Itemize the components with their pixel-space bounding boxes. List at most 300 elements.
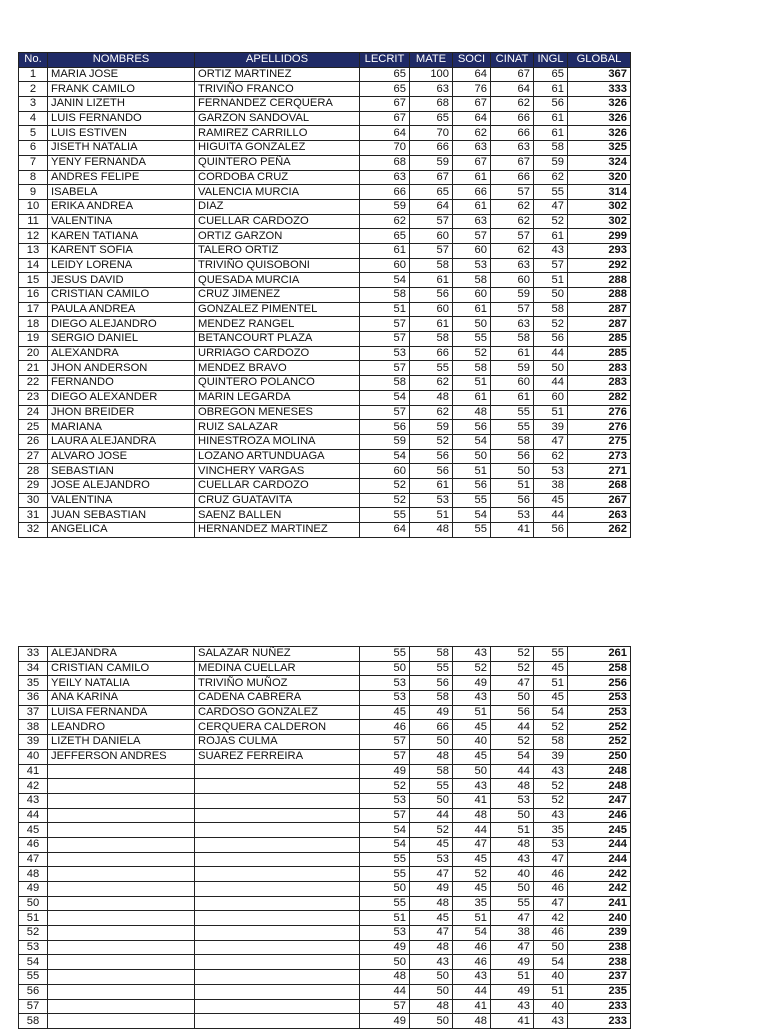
cell-cinat: 51	[491, 823, 534, 838]
cell-apellidos: LOZANO ARTUNDUAGA	[195, 449, 360, 464]
cell-cinat: 50	[491, 464, 534, 479]
cell-nombres	[48, 955, 195, 970]
cell-cinat: 56	[491, 705, 534, 720]
cell-nombres	[48, 882, 195, 897]
cell-mate: 53	[410, 852, 453, 867]
cell-lecrit: 66	[360, 185, 410, 200]
cell-no: 49	[19, 882, 48, 897]
cell-nombres: LUIS ESTIVEN	[48, 126, 195, 141]
cell-cinat: 55	[491, 405, 534, 420]
results-table-bottom	[18, 646, 631, 1029]
cell-lecrit: 45	[360, 705, 410, 720]
table-row	[19, 837, 631, 852]
table-bottom-body	[19, 647, 631, 1029]
cell-lecrit: 67	[360, 111, 410, 126]
cell-ingl: 38	[534, 478, 568, 493]
cell-mate: 50	[410, 984, 453, 999]
table-row	[19, 955, 631, 970]
cell-apellidos: DIAZ	[195, 199, 360, 214]
cell-nombres: ALEJANDRA	[48, 647, 195, 662]
cell-soci: 41	[453, 793, 491, 808]
cell-apellidos: HINESTROZA MOLINA	[195, 434, 360, 449]
table-top-body	[19, 67, 631, 537]
cell-global: 299	[568, 229, 631, 244]
cell-ingl: 51	[534, 405, 568, 420]
table-row	[19, 67, 631, 82]
cell-mate: 50	[410, 735, 453, 750]
cell-apellidos	[195, 970, 360, 985]
table-row	[19, 449, 631, 464]
cell-lecrit: 68	[360, 155, 410, 170]
cell-lecrit: 46	[360, 720, 410, 735]
cell-cinat: 52	[491, 647, 534, 662]
cell-nombres	[48, 940, 195, 955]
cell-nombres: DIEGO ALEJANDRO	[48, 317, 195, 332]
cell-apellidos: CUELLAR CARDOZO	[195, 214, 360, 229]
table-row	[19, 793, 631, 808]
cell-lecrit: 55	[360, 508, 410, 523]
cell-nombres: JHON ANDERSON	[48, 361, 195, 376]
cell-soci: 54	[453, 508, 491, 523]
cell-soci: 48	[453, 405, 491, 420]
cell-apellidos: CUELLAR CARDOZO	[195, 478, 360, 493]
cell-soci: 45	[453, 749, 491, 764]
cell-ingl: 52	[534, 793, 568, 808]
cell-global: 367	[568, 67, 631, 82]
cell-lecrit: 58	[360, 288, 410, 303]
cell-global: 239	[568, 926, 631, 941]
cell-no: 47	[19, 852, 48, 867]
table-row	[19, 464, 631, 479]
cell-apellidos: MARIN LEGARDA	[195, 390, 360, 405]
table-row	[19, 720, 631, 735]
header-mate: MATE	[410, 53, 453, 68]
cell-lecrit: 49	[360, 940, 410, 955]
cell-cinat: 55	[491, 896, 534, 911]
cell-ingl: 44	[534, 376, 568, 391]
cell-nombres: DIEGO ALEXANDER	[48, 390, 195, 405]
cell-soci: 51	[453, 464, 491, 479]
cell-cinat: 48	[491, 779, 534, 794]
header-ingl: INGL	[534, 53, 568, 68]
cell-lecrit: 55	[360, 647, 410, 662]
cell-ingl: 58	[534, 302, 568, 317]
cell-soci: 61	[453, 199, 491, 214]
cell-cinat: 54	[491, 749, 534, 764]
cell-cinat: 58	[491, 332, 534, 347]
cell-no: 3	[19, 97, 48, 112]
header-lecrit: LECRIT	[360, 53, 410, 68]
cell-nombres: VALENTINA	[48, 214, 195, 229]
cell-mate: 48	[410, 523, 453, 538]
cell-lecrit: 59	[360, 199, 410, 214]
cell-ingl: 61	[534, 82, 568, 97]
cell-cinat: 67	[491, 67, 534, 82]
cell-no: 56	[19, 984, 48, 999]
cell-mate: 61	[410, 478, 453, 493]
cell-lecrit: 57	[360, 808, 410, 823]
cell-mate: 58	[410, 691, 453, 706]
cell-ingl: 56	[534, 332, 568, 347]
cell-no: 20	[19, 346, 48, 361]
cell-ingl: 59	[534, 155, 568, 170]
cell-ingl: 50	[534, 361, 568, 376]
cell-ingl: 42	[534, 911, 568, 926]
cell-soci: 40	[453, 735, 491, 750]
cell-no: 13	[19, 243, 48, 258]
cell-global: 250	[568, 749, 631, 764]
cell-soci: 67	[453, 97, 491, 112]
cell-ingl: 50	[534, 940, 568, 955]
cell-global: 233	[568, 1014, 631, 1029]
cell-global: 287	[568, 302, 631, 317]
cell-cinat: 41	[491, 1014, 534, 1029]
cell-ingl: 51	[534, 676, 568, 691]
table-row	[19, 405, 631, 420]
cell-ingl: 61	[534, 229, 568, 244]
table-row	[19, 390, 631, 405]
cell-lecrit: 60	[360, 258, 410, 273]
cell-no: 8	[19, 170, 48, 185]
cell-global: 237	[568, 970, 631, 985]
cell-lecrit: 57	[360, 735, 410, 750]
cell-no: 50	[19, 896, 48, 911]
cell-lecrit: 62	[360, 214, 410, 229]
cell-apellidos	[195, 984, 360, 999]
cell-mate: 66	[410, 141, 453, 156]
table-row	[19, 911, 631, 926]
cell-nombres	[48, 911, 195, 926]
cell-apellidos: MENDEZ BRAVO	[195, 361, 360, 376]
cell-ingl: 40	[534, 999, 568, 1014]
cell-cinat: 43	[491, 999, 534, 1014]
cell-apellidos: CRUZ JIMENEZ	[195, 288, 360, 303]
table-row	[19, 288, 631, 303]
cell-ingl: 46	[534, 867, 568, 882]
cell-lecrit: 54	[360, 449, 410, 464]
cell-nombres: ANGELICA	[48, 523, 195, 538]
cell-ingl: 43	[534, 764, 568, 779]
cell-cinat: 40	[491, 867, 534, 882]
cell-mate: 55	[410, 779, 453, 794]
cell-apellidos	[195, 940, 360, 955]
cell-cinat: 47	[491, 676, 534, 691]
cell-mate: 56	[410, 288, 453, 303]
cell-apellidos	[195, 896, 360, 911]
results-table-top	[18, 52, 631, 538]
table-row	[19, 523, 631, 538]
cell-lecrit: 50	[360, 882, 410, 897]
cell-lecrit: 61	[360, 243, 410, 258]
cell-ingl: 61	[534, 111, 568, 126]
cell-nombres: JUAN SEBASTIAN	[48, 508, 195, 523]
cell-cinat: 62	[491, 97, 534, 112]
cell-apellidos: QUINTERO POLANCO	[195, 376, 360, 391]
cell-cinat: 60	[491, 273, 534, 288]
cell-lecrit: 54	[360, 390, 410, 405]
cell-no: 1	[19, 67, 48, 82]
cell-nombres	[48, 970, 195, 985]
cell-apellidos: QUINTERO PEÑA	[195, 155, 360, 170]
cell-global: 248	[568, 779, 631, 794]
cell-mate: 50	[410, 793, 453, 808]
table-row	[19, 882, 631, 897]
cell-apellidos: CADENA CABRERA	[195, 691, 360, 706]
table-row	[19, 170, 631, 185]
cell-apellidos	[195, 852, 360, 867]
cell-no: 28	[19, 464, 48, 479]
cell-mate: 58	[410, 647, 453, 662]
cell-apellidos: URRIAGO CARDOZO	[195, 346, 360, 361]
cell-cinat: 63	[491, 317, 534, 332]
cell-no: 16	[19, 288, 48, 303]
cell-global: 326	[568, 97, 631, 112]
cell-apellidos: SAENZ BALLEN	[195, 508, 360, 523]
header-apellidos: APELLIDOS	[195, 53, 360, 68]
cell-no: 26	[19, 434, 48, 449]
cell-apellidos	[195, 808, 360, 823]
cell-cinat: 59	[491, 361, 534, 376]
cell-cinat: 47	[491, 940, 534, 955]
cell-no: 45	[19, 823, 48, 838]
cell-global: 288	[568, 288, 631, 303]
cell-apellidos: CRUZ GUATAVITA	[195, 493, 360, 508]
cell-no: 10	[19, 199, 48, 214]
cell-no: 27	[19, 449, 48, 464]
cell-mate: 68	[410, 97, 453, 112]
cell-soci: 55	[453, 523, 491, 538]
cell-ingl: 56	[534, 97, 568, 112]
cell-ingl: 40	[534, 970, 568, 985]
cell-lecrit: 56	[360, 420, 410, 435]
cell-apellidos: SALAZAR NUÑEZ	[195, 647, 360, 662]
cell-apellidos: CORDOBA CRUZ	[195, 170, 360, 185]
cell-soci: 51	[453, 911, 491, 926]
cell-soci: 50	[453, 449, 491, 464]
cell-no: 58	[19, 1014, 48, 1029]
header-soci: SOCI	[453, 53, 491, 68]
cell-mate: 56	[410, 449, 453, 464]
cell-no: 30	[19, 493, 48, 508]
cell-nombres: JESUS DAVID	[48, 273, 195, 288]
cell-soci: 61	[453, 302, 491, 317]
cell-mate: 49	[410, 705, 453, 720]
cell-global: 253	[568, 691, 631, 706]
cell-apellidos	[195, 867, 360, 882]
cell-global: 267	[568, 493, 631, 508]
cell-no: 5	[19, 126, 48, 141]
cell-soci: 49	[453, 676, 491, 691]
table-header	[19, 53, 631, 68]
header-nombres: NOMBRES	[48, 53, 195, 68]
table-row	[19, 302, 631, 317]
cell-nombres: LUISA FERNANDA	[48, 705, 195, 720]
cell-cinat: 62	[491, 199, 534, 214]
cell-cinat: 55	[491, 420, 534, 435]
cell-global: 320	[568, 170, 631, 185]
cell-ingl: 58	[534, 141, 568, 156]
cell-global: 302	[568, 214, 631, 229]
cell-nombres: ISABELA	[48, 185, 195, 200]
cell-lecrit: 64	[360, 523, 410, 538]
cell-no: 23	[19, 390, 48, 405]
cell-mate: 48	[410, 940, 453, 955]
cell-mate: 53	[410, 493, 453, 508]
table-row	[19, 273, 631, 288]
cell-no: 38	[19, 720, 48, 735]
cell-cinat: 63	[491, 258, 534, 273]
cell-soci: 46	[453, 955, 491, 970]
cell-cinat: 60	[491, 376, 534, 391]
cell-no: 19	[19, 332, 48, 347]
cell-apellidos	[195, 926, 360, 941]
cell-soci: 61	[453, 390, 491, 405]
cell-apellidos	[195, 882, 360, 897]
cell-soci: 35	[453, 896, 491, 911]
table-row	[19, 984, 631, 999]
cell-soci: 56	[453, 420, 491, 435]
cell-ingl: 52	[534, 317, 568, 332]
cell-soci: 56	[453, 478, 491, 493]
cell-nombres	[48, 764, 195, 779]
cell-global: 244	[568, 852, 631, 867]
cell-no: 12	[19, 229, 48, 244]
table-row	[19, 926, 631, 941]
cell-nombres	[48, 999, 195, 1014]
cell-soci: 55	[453, 493, 491, 508]
cell-global: 276	[568, 420, 631, 435]
cell-global: 258	[568, 661, 631, 676]
cell-cinat: 67	[491, 155, 534, 170]
cell-global: 248	[568, 764, 631, 779]
table-row	[19, 478, 631, 493]
cell-mate: 55	[410, 361, 453, 376]
cell-nombres	[48, 984, 195, 999]
cell-mate: 60	[410, 229, 453, 244]
cell-apellidos: TRIVIÑO MUÑOZ	[195, 676, 360, 691]
cell-soci: 52	[453, 661, 491, 676]
cell-no: 9	[19, 185, 48, 200]
table-row	[19, 346, 631, 361]
cell-nombres	[48, 779, 195, 794]
cell-lecrit: 65	[360, 82, 410, 97]
cell-mate: 63	[410, 82, 453, 97]
cell-soci: 44	[453, 823, 491, 838]
cell-mate: 48	[410, 390, 453, 405]
cell-no: 42	[19, 779, 48, 794]
table-row	[19, 999, 631, 1014]
cell-soci: 67	[453, 155, 491, 170]
cell-nombres: MARIANA	[48, 420, 195, 435]
cell-mate: 56	[410, 676, 453, 691]
table-row	[19, 141, 631, 156]
cell-nombres: YENY FERNANDA	[48, 155, 195, 170]
cell-no: 35	[19, 676, 48, 691]
cell-mate: 60	[410, 302, 453, 317]
cell-mate: 61	[410, 317, 453, 332]
cell-nombres: ANA KARINA	[48, 691, 195, 706]
cell-no: 43	[19, 793, 48, 808]
table-row	[19, 735, 631, 750]
table-row	[19, 705, 631, 720]
cell-mate: 48	[410, 999, 453, 1014]
cell-global: 326	[568, 126, 631, 141]
cell-ingl: 53	[534, 837, 568, 852]
cell-mate: 45	[410, 837, 453, 852]
cell-nombres: SEBASTIAN	[48, 464, 195, 479]
cell-soci: 64	[453, 111, 491, 126]
cell-global: 273	[568, 449, 631, 464]
cell-mate: 51	[410, 508, 453, 523]
cell-nombres: CRISTIAN CAMILO	[48, 661, 195, 676]
table-row	[19, 434, 631, 449]
cell-global: 253	[568, 705, 631, 720]
cell-nombres	[48, 793, 195, 808]
cell-soci: 62	[453, 126, 491, 141]
cell-mate: 67	[410, 170, 453, 185]
table-row	[19, 376, 631, 391]
table-row	[19, 82, 631, 97]
cell-mate: 59	[410, 155, 453, 170]
cell-lecrit: 60	[360, 464, 410, 479]
cell-no: 33	[19, 647, 48, 662]
cell-lecrit: 53	[360, 346, 410, 361]
cell-lecrit: 64	[360, 126, 410, 141]
cell-lecrit: 44	[360, 984, 410, 999]
cell-mate: 49	[410, 882, 453, 897]
cell-lecrit: 70	[360, 141, 410, 156]
cell-ingl: 39	[534, 749, 568, 764]
cell-global: 252	[568, 720, 631, 735]
cell-lecrit: 54	[360, 823, 410, 838]
cell-mate: 64	[410, 199, 453, 214]
cell-soci: 54	[453, 434, 491, 449]
cell-global: 276	[568, 405, 631, 420]
cell-no: 21	[19, 361, 48, 376]
cell-lecrit: 57	[360, 361, 410, 376]
cell-nombres	[48, 837, 195, 852]
cell-ingl: 56	[534, 523, 568, 538]
cell-soci: 47	[453, 837, 491, 852]
cell-nombres: LEIDY LORENA	[48, 258, 195, 273]
cell-soci: 61	[453, 170, 491, 185]
cell-no: 22	[19, 376, 48, 391]
cell-mate: 52	[410, 823, 453, 838]
cell-nombres: VALENTINA	[48, 493, 195, 508]
table-row	[19, 229, 631, 244]
cell-lecrit: 57	[360, 317, 410, 332]
table-row	[19, 361, 631, 376]
cell-no: 44	[19, 808, 48, 823]
cell-soci: 50	[453, 764, 491, 779]
cell-global: 283	[568, 376, 631, 391]
cell-apellidos	[195, 955, 360, 970]
cell-apellidos: BETANCOURT PLAZA	[195, 332, 360, 347]
cell-cinat: 66	[491, 126, 534, 141]
cell-mate: 62	[410, 376, 453, 391]
cell-cinat: 62	[491, 214, 534, 229]
cell-global: 262	[568, 523, 631, 538]
cell-apellidos	[195, 837, 360, 852]
cell-soci: 43	[453, 779, 491, 794]
cell-mate: 55	[410, 661, 453, 676]
cell-cinat: 56	[491, 449, 534, 464]
cell-soci: 52	[453, 867, 491, 882]
cell-no: 55	[19, 970, 48, 985]
cell-cinat: 53	[491, 508, 534, 523]
cell-global: 326	[568, 111, 631, 126]
cell-mate: 66	[410, 720, 453, 735]
